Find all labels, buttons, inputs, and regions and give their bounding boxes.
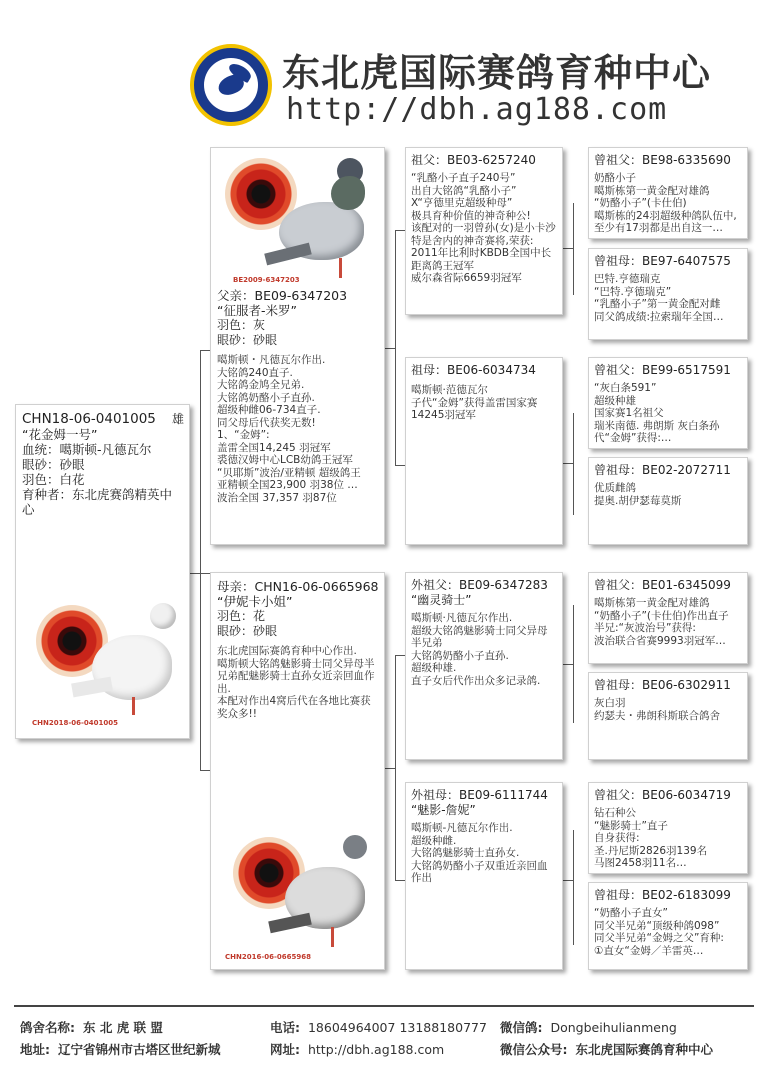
connector-sire-top bbox=[200, 350, 210, 351]
connector-gp1 bbox=[573, 203, 574, 295]
subject-eye: 眼砂：砂眼 bbox=[22, 457, 85, 472]
sire-notes: 噶斯顿・凡德瓦尔作出. 大铭鸽240直子. 大铭鸽金鸠全兄弟. 大铭鸽奶酪小子直孙. 超级种雌06-734直子. 同父母后代获奖无数! 1、“金姆”: 盖雷全国14,245 羽冠军 裘德汉姆中心LCB幼鸽王冠军 “贝耶斯”波治/亚精顿 超级鸽王 亚精顿全国23,900 羽38位 … 波治全国 37,357 羽87位 bbox=[217, 354, 361, 504]
sire-color: 羽色：灰 bbox=[217, 318, 266, 332]
dam-pigeon-head bbox=[343, 835, 367, 859]
footer-divider bbox=[14, 1005, 754, 1007]
ggp-notes-4: 优质雌鸽 提奥.胡伊瑟莓莫斯 bbox=[594, 482, 682, 507]
sire-photo-ring: BE2009-6347203 bbox=[233, 274, 300, 287]
paternal-granddam-notes: 噶斯顿·范德瓦尔 子代“金姆”获得盖雷国家赛14245羽冠军 bbox=[411, 384, 538, 421]
footer-wechat bbox=[500, 1018, 677, 1036]
paternal-grandsire-notes: “乳酪小子直子240号” 出自大铭鸽“乳酪小子” X“亨德里克超级种母” 极具育种价值的神奇种公! 该配对的一羽曾孙(女)是小卡沙特是舍内的神奇赛将,荣获: 2011年比利时KBDB全国中长距离鸽王冠军 威尔森省际6659羽冠军 bbox=[411, 172, 556, 284]
connector-sire-vertical bbox=[395, 230, 396, 465]
ggp-card-7 bbox=[588, 782, 748, 874]
ggp-card-6 bbox=[588, 672, 748, 760]
connector-dam-bottom bbox=[200, 770, 210, 771]
sire-pigeon-neck bbox=[331, 176, 365, 210]
ggp-ring-4: 曾祖母：BE02-2072711 bbox=[594, 463, 731, 477]
dam-color: 羽色：花 bbox=[217, 609, 266, 623]
footer-wechat-value: Dongbeihulianmeng bbox=[550, 1020, 677, 1035]
subject-color: 羽色：白花 bbox=[22, 472, 85, 487]
center-url: http://dbh.ag188.com bbox=[286, 92, 668, 127]
ggp-card-3 bbox=[588, 357, 748, 449]
subject-pigeon-leg bbox=[132, 697, 135, 715]
footer-public-value: 东北虎国际赛鸽育种中心 bbox=[575, 1042, 713, 1057]
connector-gp3 bbox=[573, 605, 574, 723]
ggp-notes-6: 灰白羽 约瑟夫・弗朗科斯联合鸽舍 bbox=[594, 697, 720, 722]
footer-wechat-label: 微信鸽: bbox=[500, 1020, 543, 1035]
sire-eye: 眼砂：砂眼 bbox=[217, 333, 278, 347]
connector-dam-vertical bbox=[395, 655, 396, 880]
ggp-notes-5: 噶斯栋第一黄金配对雄鸽 “奶酪小子”(卡仕伯)作出直子 半兄:“灰波治号”获得: 波治联合省赛9993羽冠军… bbox=[594, 597, 729, 647]
subject-photo bbox=[22, 595, 187, 735]
subject-pigeon-head bbox=[150, 603, 176, 629]
sire-name: “征服者-米罗” bbox=[217, 303, 297, 318]
sire-photo bbox=[219, 152, 379, 287]
paternal-granddam-card bbox=[405, 357, 563, 545]
footer-phone-value[interactable]: 18604964007 13188180777 bbox=[307, 1020, 487, 1035]
connector-gp2 bbox=[573, 413, 574, 515]
footer-site-link[interactable]: http://dbh.ag188.com bbox=[307, 1042, 445, 1057]
paternal-grandsire-ring: 祖父：BE03-6257240 bbox=[411, 153, 536, 167]
dam-pigeon-tail bbox=[268, 913, 312, 933]
connector-sire-down bbox=[395, 465, 405, 466]
ggp-card-1 bbox=[588, 147, 748, 239]
subject-sex: 雄 bbox=[171, 412, 184, 426]
footer-address bbox=[20, 1040, 221, 1058]
ggp-ring-1: 曾祖父：BE98-6335690 bbox=[594, 153, 731, 167]
ggp-ring-2: 曾祖母：BE97-6407575 bbox=[594, 254, 731, 268]
connector-gp1-mid bbox=[563, 248, 573, 249]
subject-bloodline: 血统：噶斯顿-凡德瓦尔 bbox=[22, 442, 152, 457]
connector-gp3-mid bbox=[563, 664, 573, 665]
dam-photo bbox=[219, 831, 379, 966]
footer-phone bbox=[270, 1018, 487, 1036]
footer-loft bbox=[20, 1018, 163, 1036]
footer-loft-label: 鸽舍名称: bbox=[20, 1020, 75, 1035]
dam-photo-ring: CHN2016-06-0665968 bbox=[225, 951, 311, 964]
maternal-grandsire-notes: 噶斯顿·凡德瓦尔作出. 超级大铭鸽魅影骑士同父异母半兄弟 大铭鸽奶酪小子直孙. 超级种雄. 直子女后代作出众多记录鸽. bbox=[411, 612, 548, 687]
subject-info bbox=[22, 411, 184, 517]
footer-phone-label: 电话: bbox=[270, 1020, 300, 1035]
subject-ring-row bbox=[22, 411, 184, 427]
footer-address-value: 辽宁省锦州市古塔区世纪新城 bbox=[57, 1042, 221, 1057]
subject-breeder: 育种者：东北虎赛鸽精英中心 bbox=[22, 487, 173, 517]
footer-site bbox=[270, 1040, 444, 1058]
connector-gp2-mid bbox=[563, 463, 573, 464]
subject-ring: CHN18-06-0401005 bbox=[22, 411, 156, 427]
sire-card bbox=[210, 147, 385, 545]
footer-site-label: 网址: bbox=[270, 1042, 300, 1057]
dam-eye: 眼砂：砂眼 bbox=[217, 624, 278, 638]
maternal-granddam-ring: 外祖母：BE09-6111744 bbox=[411, 788, 548, 802]
ggp-card-5 bbox=[588, 572, 748, 664]
ggp-ring-5: 曾祖父：BE01-6345099 bbox=[594, 578, 731, 592]
dam-pigeon-leg bbox=[331, 927, 334, 947]
subject-card bbox=[15, 404, 190, 739]
ggp-ring-8: 曾祖母：BE02-6183099 bbox=[594, 888, 731, 902]
ggp-card-2 bbox=[588, 248, 748, 340]
connector-gp4 bbox=[573, 830, 574, 945]
paternal-granddam-ring: 祖母：BE06-6034734 bbox=[411, 363, 536, 377]
maternal-grandsire-name: “幽灵骑士” bbox=[411, 593, 472, 607]
ggp-card-8 bbox=[588, 882, 748, 970]
footer-address-label: 地址: bbox=[20, 1042, 50, 1057]
subject-photo-ring: CHN2018-06-0401005 bbox=[32, 717, 118, 730]
connector-dam-down bbox=[395, 880, 405, 881]
connector-dam-up bbox=[395, 655, 405, 656]
footer-loft-value: 东 北 虎 联 盟 bbox=[82, 1020, 163, 1035]
subject-pigeon-tail bbox=[71, 677, 113, 698]
sire-info bbox=[217, 288, 381, 504]
footer-public bbox=[500, 1040, 713, 1058]
ggp-notes-7: 钻石种公 “魅影骑士”直子 自身获得: 圣.丹尼斯2826羽139名 马图2458羽11名… bbox=[594, 807, 708, 869]
dam-notes: 东北虎国际赛鸽育种中心作出. 噶斯顿大铭鸽魅影骑士同父异母半兄弟配魅影骑士直孙女近亲回血作出. 本配对作出4窝后代在各地比赛获奖众多!! bbox=[217, 645, 375, 720]
sire-pigeon-leg bbox=[339, 258, 342, 278]
footer-public-label: 微信公众号: bbox=[500, 1042, 568, 1057]
connector-gp4-mid bbox=[563, 880, 573, 881]
dam-info bbox=[217, 579, 381, 720]
maternal-grandsire-ring: 外祖父：BE09-6347283 bbox=[411, 578, 548, 592]
ggp-ring-7: 曾祖父：BE06-6034719 bbox=[594, 788, 731, 802]
maternal-granddam-notes: 噶斯顿-凡德瓦尔作出. 超级种雌. 大铭鸽魅影骑士直孙女. 大铭鸽奶酪小子双重近亲回血作出 bbox=[411, 822, 548, 884]
connector-subject-vertical bbox=[200, 350, 210, 770]
ggp-ring-3: 曾祖父：BE99-6517591 bbox=[594, 363, 731, 377]
connector-sire-up bbox=[395, 230, 405, 231]
ggp-notes-3: “灰白条591” 超级种雄 国家赛1名祖父 瑞米南德. 弗朗斯 灰白条孙代“金姆”获得:… bbox=[594, 382, 720, 444]
ggp-ring-6: 曾祖母：BE06-6302911 bbox=[594, 678, 731, 692]
ggp-notes-2: 巴特.亨德瑞克 “巴特.亨德瑞克” “乳酪小子”第一黄金配对雌 同父鸽成绩:拉索瑞年全国… bbox=[594, 273, 724, 323]
connector-sire-mid bbox=[385, 348, 395, 349]
logo-badge bbox=[190, 44, 272, 126]
dam-name: “伊妮卡小姐” bbox=[217, 594, 293, 609]
center-title: 东北虎国际赛鸽育种中心 bbox=[282, 51, 712, 95]
ggp-notes-8: “奶酪小子直女” 同父半兄弟“顶级种鸽098” 同父半兄弟“金姆之父”育种: ①直女“金姆／羊雷英… bbox=[594, 907, 724, 957]
maternal-granddam-name: “魅影-詹妮” bbox=[411, 803, 476, 817]
connector-dam-mid bbox=[385, 768, 395, 769]
maternal-grandsire-card bbox=[405, 572, 563, 760]
subject-name: “花金姆一号” bbox=[22, 427, 98, 442]
paternal-grandsire-card bbox=[405, 147, 563, 315]
ggp-card-4 bbox=[588, 457, 748, 545]
dam-ring: 母亲：CHN16-06-0665968 bbox=[217, 579, 379, 594]
header bbox=[182, 30, 756, 140]
sire-ring: 父亲：BE09-6347203 bbox=[217, 288, 348, 303]
dam-card bbox=[210, 572, 385, 970]
maternal-granddam-card bbox=[405, 782, 563, 970]
logo-inner bbox=[204, 58, 258, 112]
ggp-notes-1: 奶酪小子 噶斯栋第一黄金配对雄鸽 “奶酪小子”(卡仕伯) 噶斯栋的24羽超级种鸽队伍中,至少有17羽都是出自这一… bbox=[594, 172, 737, 234]
